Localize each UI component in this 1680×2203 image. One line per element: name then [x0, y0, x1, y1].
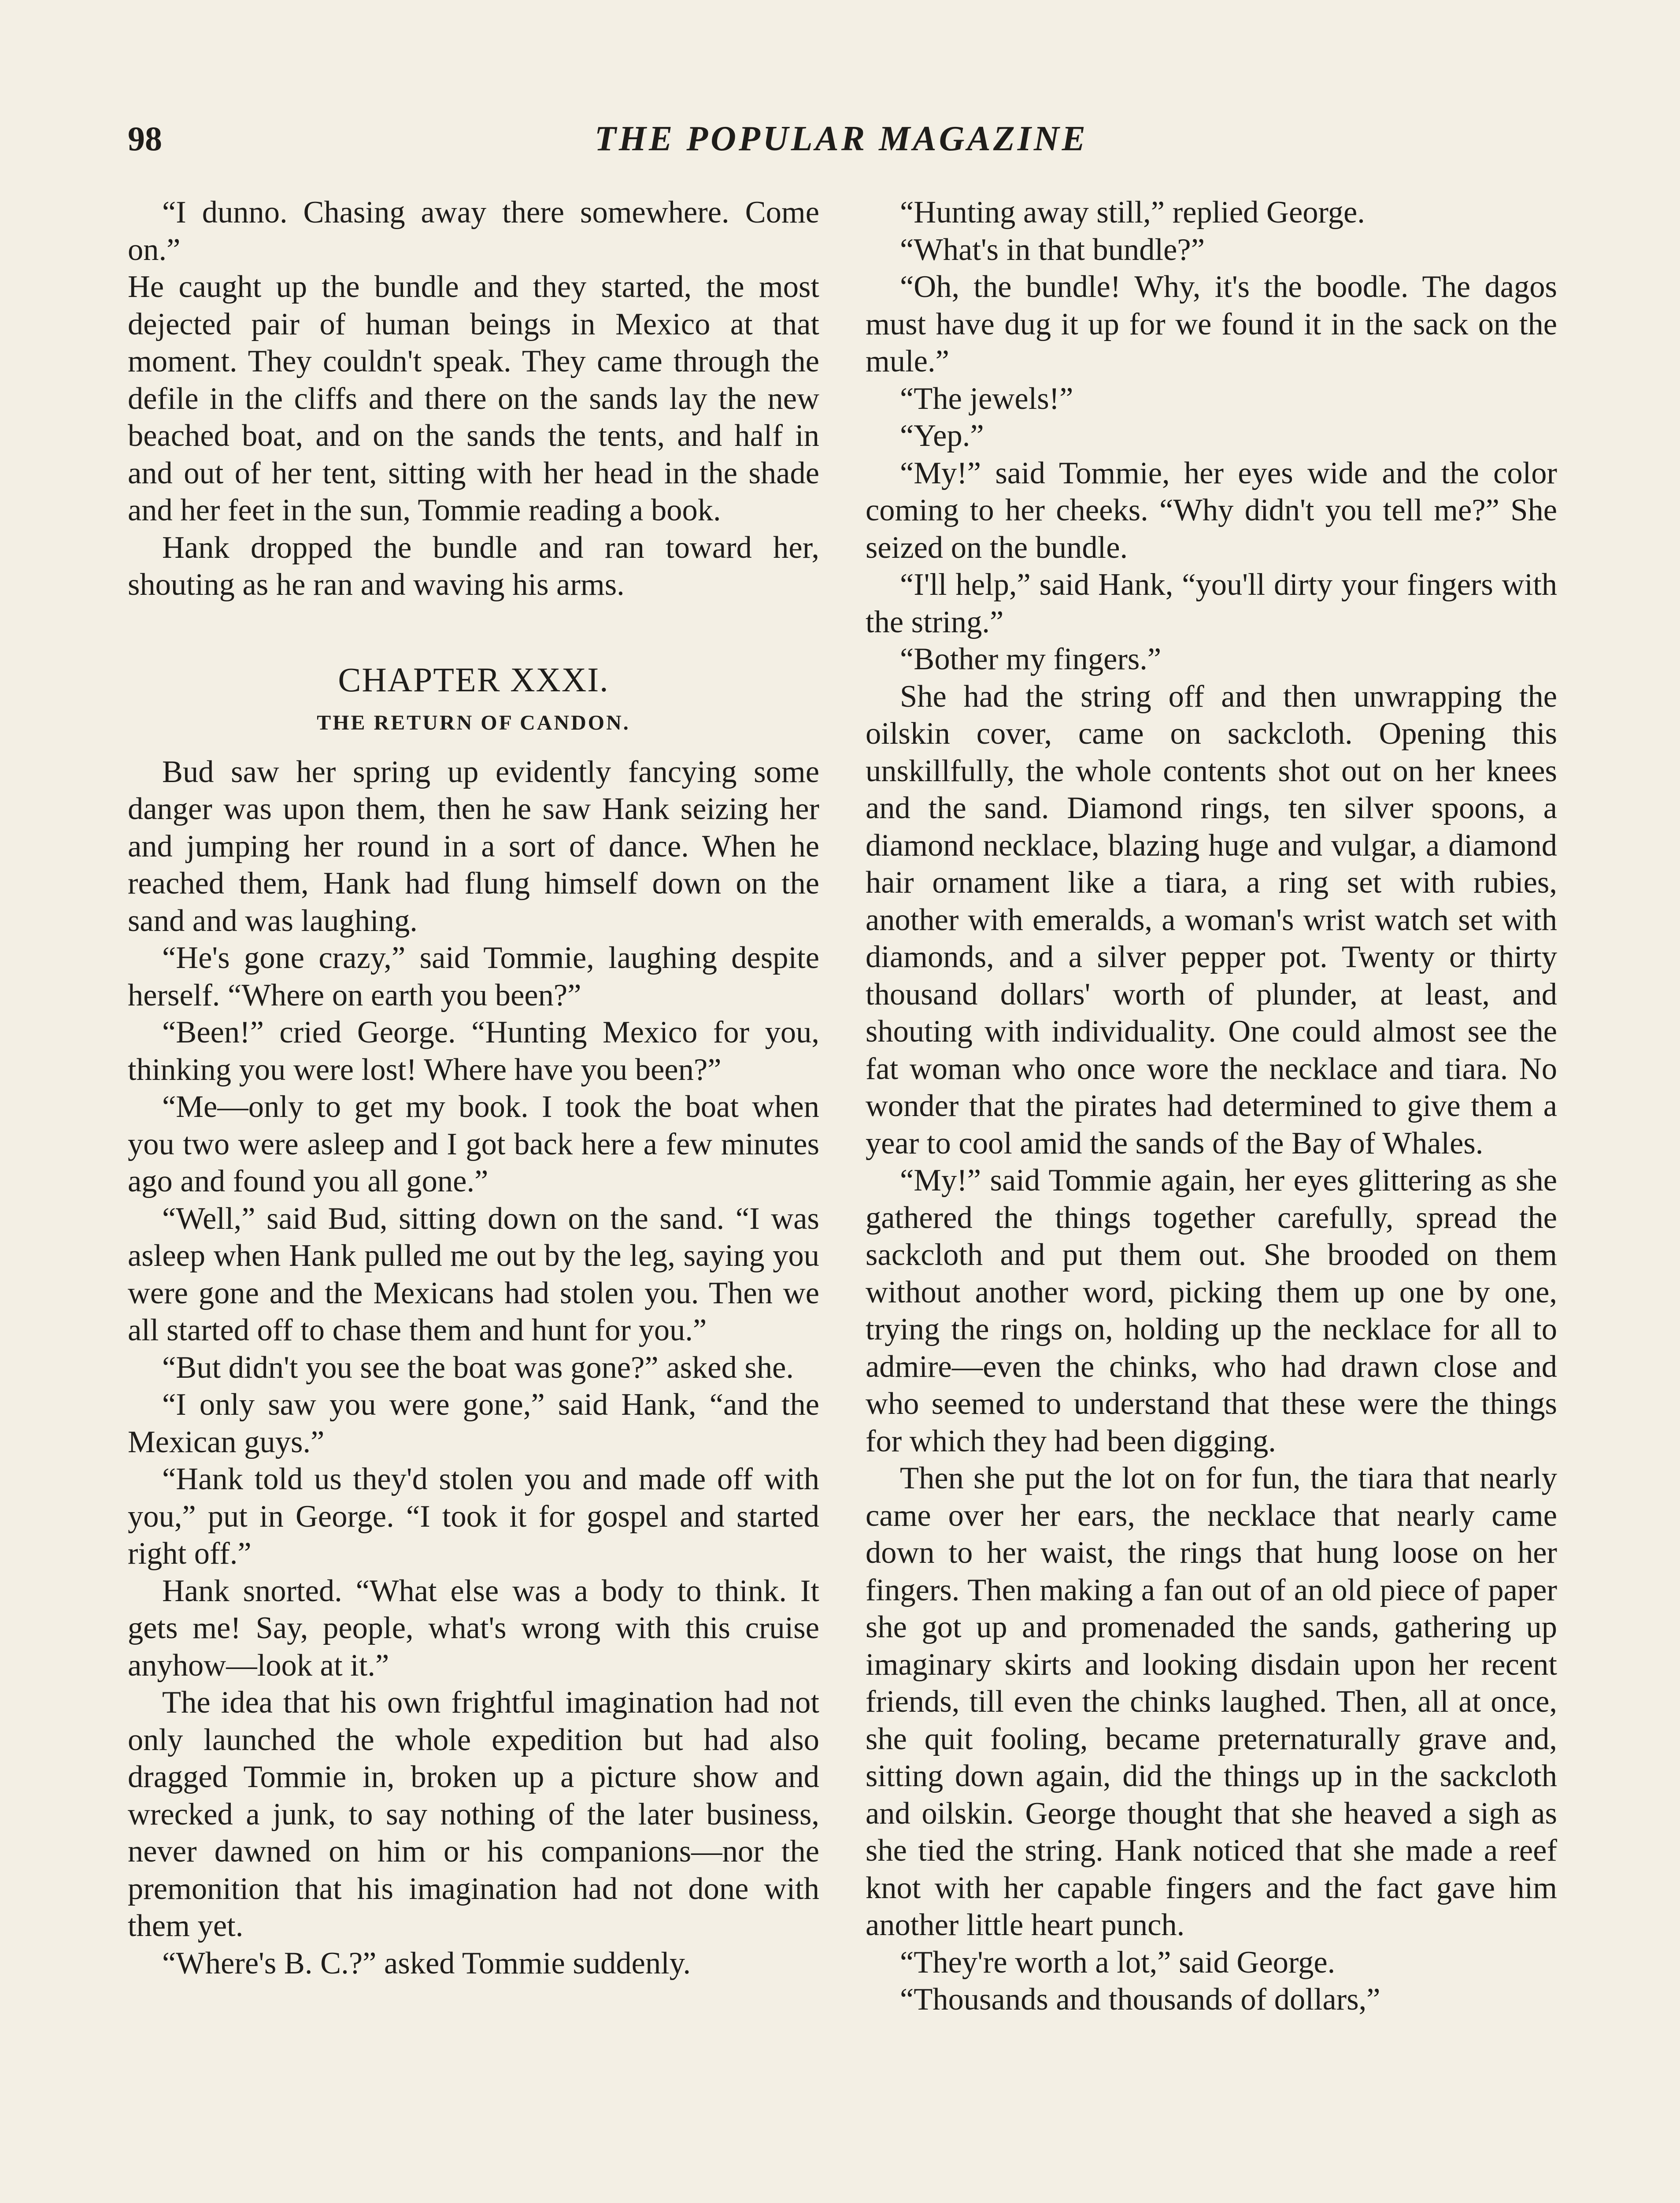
paragraph: She had the string off and then unwrapping the oilskin cover, came on sackcloth. Opening this unskillfully, the whole contents shot out on her knees and the sand. Diamond rings, ten silver spoons, a diamond necklace, blazing huge and vulgar, a diamond hair ornament like a tiara, a ring set with rubies, another with emeralds, a woman's wrist watch set with diamonds, and a silver pepper pot. Twenty or thirty thousand dollars' worth of plunder, at least, and shouting with individuality. One could almost see the fat woman who once wore the necklace and tiara. No wonder that the pirates had determined to give them a year to cool amid the sands of the Bay of Whales.: [866, 679, 1557, 1161]
paragraph: “Yep.”: [900, 419, 984, 453]
left-column: [128, 194, 819, 1982]
chapter-subtitle: THE RETURN OF CANDON.: [317, 711, 630, 734]
paragraph: “They're worth a lot,” said George.: [900, 1945, 1336, 1980]
paragraph: “What's in that bundle?”: [900, 232, 1205, 267]
page-number: 98: [128, 119, 162, 158]
paragraph: The idea that his own frightful imagination had not only launched the whole expedition but had also dragged Tommie in, broken up a picture show and wrecked a junk, to say nothing of the later business, never dawned on him or his companions—nor the premonition that his imagination had not done with them yet.: [128, 1685, 819, 1943]
paragraph: “But didn't you see the boat was gone?” asked she.: [162, 1350, 794, 1385]
paragraph: “My!” said Tommie again, her eyes glittering as she gathered the things together carefully, spread the sackcloth and put them out. She brooded on them without another word, picking them up one by one, trying the rings on, holding up the necklace for all to admire—even the chinks, who had drawn close and who seemed to understand that these were the things for which they had been digging.: [866, 1163, 1557, 1458]
paragraph: Hank dropped the bundle and ran toward her, shouting as he ran and waving his arms.: [128, 530, 819, 602]
paragraph: “I'll help,” said Hank, “you'll dirty your fingers with the string.”: [866, 567, 1557, 639]
paragraph: “My!” said Tommie, her eyes wide and the color coming to her cheeks. “Why didn't you tell me?” She seized on the bundle.: [866, 456, 1557, 565]
paragraph: “Bother my fingers.”: [900, 642, 1162, 676]
right-column: [866, 194, 1557, 2018]
paragraph: “Oh, the bundle! Why, it's the boodle. The dagos must have dug it up for we found it in the sack on the mule.”: [866, 270, 1557, 378]
paragraph: “Well,” said Bud, sitting down on the sand. “I was asleep when Hank pulled me out by the leg, saying you were gone and the Mexicans had stolen you. Then we all started off to chase them and hunt for you.”: [128, 1201, 819, 1347]
paragraph: “Hunting away still,” replied George.: [900, 195, 1365, 230]
paragraph: Bud saw her spring up evidently fancying some danger was upon them, then he saw Hank seizing her and jumping her round in a sort of dance. When he reached them, Hank had flung himself down on the sand and was laughing.: [128, 754, 819, 938]
paragraph: “Hank told us they'd stolen you and made off with you,” put in George. “I took it for gospel and started right off.”: [128, 1462, 819, 1571]
paragraph: Hank snorted. “What else was a body to think. It gets me! Say, people, what's wrong with this cruise anyhow—look at it.”: [128, 1573, 819, 1683]
paragraph: “Where's B. C.?” asked Tommie suddenly.: [162, 1946, 691, 1980]
paragraph: “I only saw you were gone,” said Hank, “and the Mexican guys.”: [128, 1387, 819, 1459]
paragraph: “I dunno. Chasing away there somewhere. Come on.”: [128, 195, 819, 267]
chapter-heading: CHAPTER XXXI.: [338, 660, 609, 699]
running-head: [128, 119, 1555, 167]
magazine-title: THE POPULAR MAGAZINE: [594, 119, 1088, 158]
paragraph: “He's gone crazy,” said Tommie, laughing despite herself. “Where on earth you been?”: [128, 941, 819, 1012]
paragraph: Then she put the lot on for fun, the tiara that nearly came over her ears, the necklace that nearly came down to her waist, the rings that hung loose on her fingers. Then making a fan out of an old piece of paper she got up and promenaded the sands, gathering up imaginary skirts and looking disdain upon her recent friends, till even the chinks laughed. Then, all at once, she quit fooling, became preternaturally grave and, sitting down again, did the things up in the sackcloth and oilskin. George thought that she heaved a sigh as she tied the string. Hank noticed that she made a reef knot with her capable fingers and the fact gave him another little heart punch.: [866, 1461, 1557, 1942]
paragraph: “Me—only to get my book. I took the boat when you two were asleep and I got back here a few minutes ago and found you all gone.”: [128, 1090, 819, 1198]
paragraph: “The jewels!”: [900, 381, 1073, 416]
paragraph: “Been!” cried George. “Hunting Mexico for you, thinking you were lost! Where have you been?”: [128, 1015, 819, 1087]
paragraph: “Thousands and thousands of dollars,”: [900, 1982, 1380, 2017]
paragraph: He caught up the bundle and they started, the most dejected pair of human beings in Mexico at that moment. They couldn't speak. They came through the defile in the cliffs and there on the sands lay the new beached boat, and on the sands the tents, and half in and out of her tent, sitting with her head in the shade and her feet in the sun, Tommie reading a book.: [128, 270, 819, 527]
